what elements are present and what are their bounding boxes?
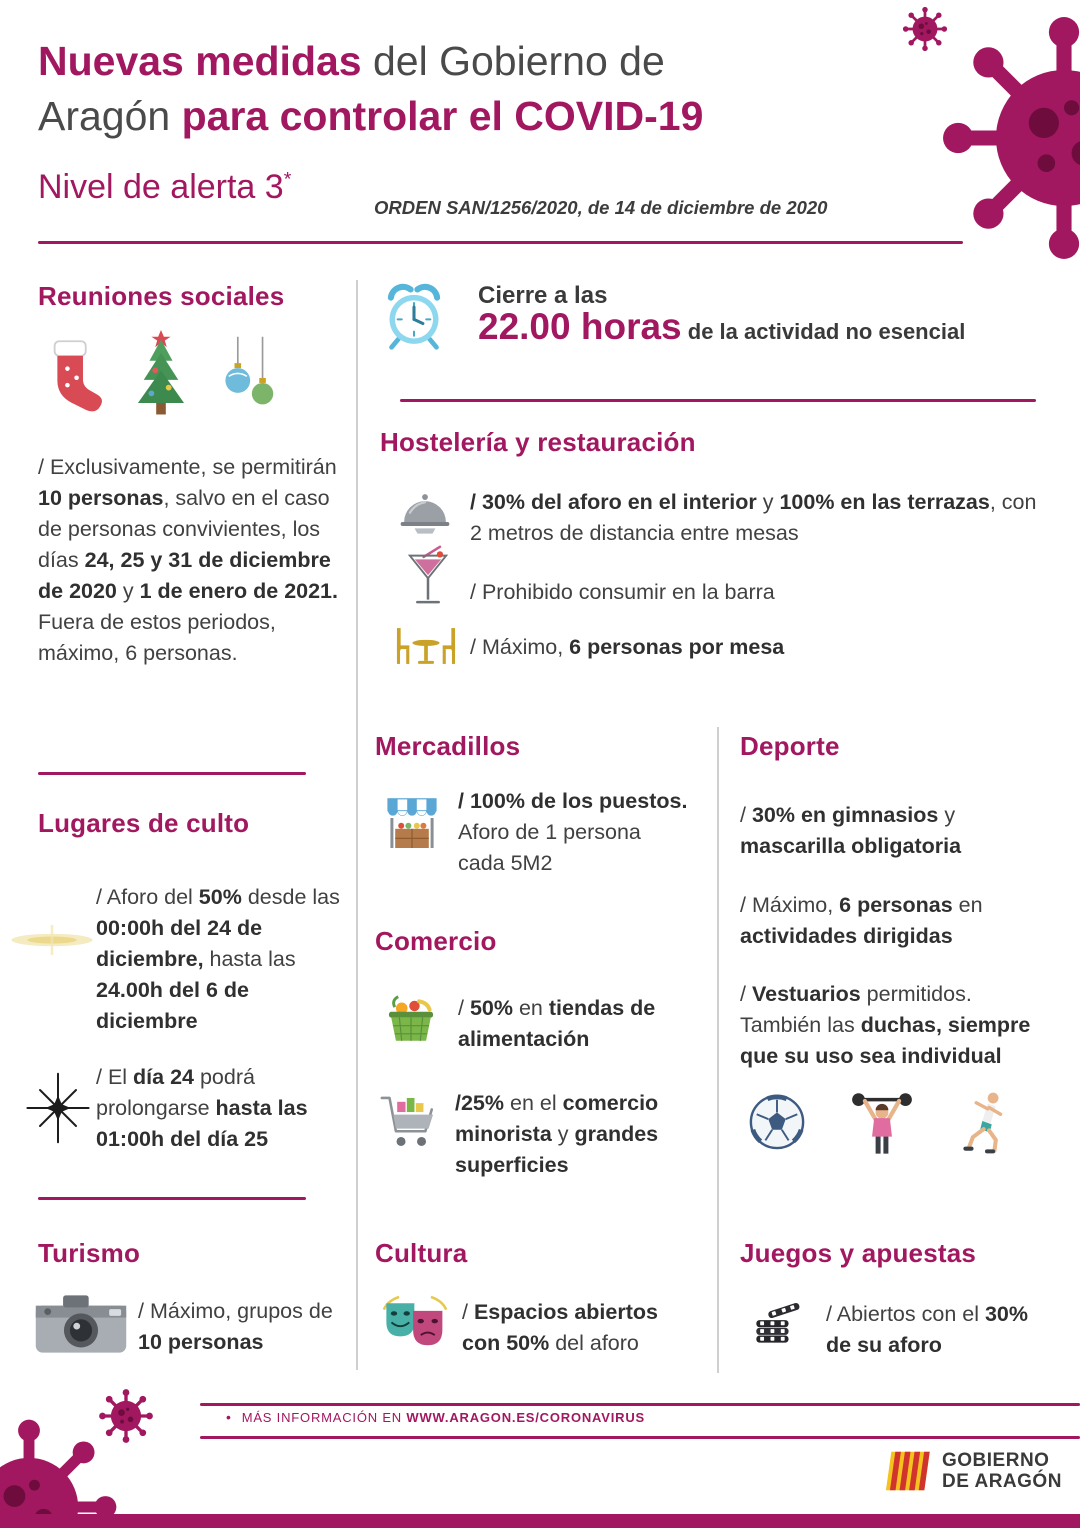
title-line-1: Nuevas medidas del Gobierno de: [38, 38, 665, 84]
turismo-body: / Máximo, grupos de 10 personas: [138, 1299, 333, 1354]
alert-asterisk: *: [283, 168, 292, 191]
market-stall-icon: [382, 792, 442, 856]
hosteleria-item-3: / Máximo, 6 personas por mesa: [470, 635, 785, 659]
aragon-flag-icon: [884, 1447, 932, 1495]
section-title-deporte: Deporte: [740, 731, 840, 761]
section-title-juegos: Juegos y apuestas: [740, 1238, 977, 1268]
cultura-body: / Espacios abiertos con 50% del aforo: [462, 1300, 658, 1355]
christmas-tree-icon: [122, 330, 200, 426]
column-divider-left: [356, 280, 358, 1370]
closure-time: 22.00 horas: [478, 306, 682, 347]
alert-level: Nivel de alerta 3*: [38, 168, 292, 206]
soccer-ball-icon: [748, 1093, 806, 1151]
bullet-icon: •: [226, 1409, 232, 1425]
section-title-mercadillos: Mercadillos: [375, 731, 521, 761]
deporte-item-2: / Máximo, 6 personas en actividades dirigidas: [740, 893, 983, 948]
serving-dish-icon: [396, 488, 454, 538]
footer-info: [226, 1409, 645, 1425]
cocktail-icon: [406, 543, 450, 611]
poker-chips-icon: [746, 1290, 804, 1354]
divider: [38, 1197, 306, 1200]
candle-glow-icon: [8, 918, 96, 962]
theater-masks-icon: [380, 1290, 450, 1356]
hosteleria-item-1: / 30% del aforo en el interior y 100% en las terrazas, con 2 metros de distancia entre mesas: [470, 490, 1037, 545]
virus-icon-top-large: [938, 12, 1080, 264]
deporte-item-3: / Vestuarios permitidos. También las duchas, siempre que su uso sea individual: [740, 982, 1031, 1068]
christmas-baubles-icon: [218, 330, 284, 426]
culto-item-2: / El día 24 podrá prolongarse hasta las 01:00h del día 25: [96, 1065, 308, 1151]
section-title-comercio: Comercio: [375, 926, 497, 956]
culto-item-1: / Aforo del 50% desde las 00:00h del 24 de diciembre, hasta las 24.00h del 6 de diciembre: [96, 885, 340, 1033]
section-title-culto: Lugares de culto: [38, 808, 250, 838]
comercio-item-2: /25% en el comercio minorista y grandes superficies: [455, 1091, 659, 1177]
closure-time-line: [478, 306, 1043, 348]
mercadillos-body: / 100% de los puestos. Aforo de 1 persona cada 5M2: [458, 789, 688, 875]
weightlifting-icon: [850, 1088, 914, 1156]
logo-line-1: GOBIERNO: [942, 1450, 1050, 1471]
section-title-hosteleria: Hostelería y restauración: [380, 427, 696, 457]
section-title-turismo: Turismo: [38, 1238, 141, 1268]
closure-rest: de la actividad no esencial: [681, 319, 966, 344]
divider: [38, 772, 306, 775]
running-icon: [958, 1089, 1012, 1155]
logo-text: [942, 1450, 1062, 1492]
footer-divider-top: [200, 1403, 1080, 1406]
juegos-body: / Abiertos con el 30% de su aforo: [826, 1302, 1028, 1357]
footer-info-url: WWW.ARAGON.ES/CORONAVIRUS: [406, 1410, 646, 1425]
christmas-icons-row: [40, 330, 284, 426]
title-line-2: Aragón para controlar el COVID-19: [38, 93, 704, 139]
gobierno-aragon-logo: [884, 1447, 1062, 1495]
header-divider: [38, 241, 963, 244]
christmas-stocking-icon: [40, 336, 104, 426]
section-title-cultura: Cultura: [375, 1238, 468, 1268]
logo-line-2: DE ARAGÓN: [942, 1471, 1062, 1492]
footer-info-prefix: MÁS INFORMACIÓN EN: [241, 1410, 407, 1425]
table-and-chairs-icon: [392, 624, 460, 668]
shopping-cart-icon: [378, 1082, 442, 1160]
order-reference: ORDEN SAN/1256/2020, de 14 de diciembre de 2020: [374, 197, 828, 218]
column-divider-right: [717, 727, 719, 1373]
sport-icons-row: [748, 1088, 1012, 1156]
camera-icon: [34, 1292, 128, 1356]
closure-label: Cierre a las: [478, 282, 608, 309]
deporte-item-1: / 30% en gimnasios y mascarilla obligatoria: [740, 803, 962, 858]
hosteleria-item-2: / Prohibido consumir en la barra: [470, 580, 775, 604]
footer-divider-bottom: [200, 1436, 1080, 1439]
food-basket-icon: [382, 988, 440, 1046]
section-title-reuniones: Reuniones sociales: [38, 281, 285, 311]
divider: [400, 399, 1036, 402]
page-title: [38, 34, 703, 144]
comercio-item-1: / 50% en tiendas de alimentación: [458, 996, 656, 1051]
reuniones-body: / Exclusivamente, se permitirán 10 personas, salvo en el caso de personas convivientes, los días 24, 25 y 31 de diciembre de 2020 y 1 de enero de 2021. Fuera de estos periodos, máximo, 6 personas.: [38, 455, 338, 665]
virus-icon-bottom-large: [0, 1416, 120, 1528]
bottom-accent-bar: [0, 1514, 1080, 1528]
alarm-clock-icon: [380, 279, 448, 353]
sparkle-star-icon: [22, 1072, 94, 1144]
